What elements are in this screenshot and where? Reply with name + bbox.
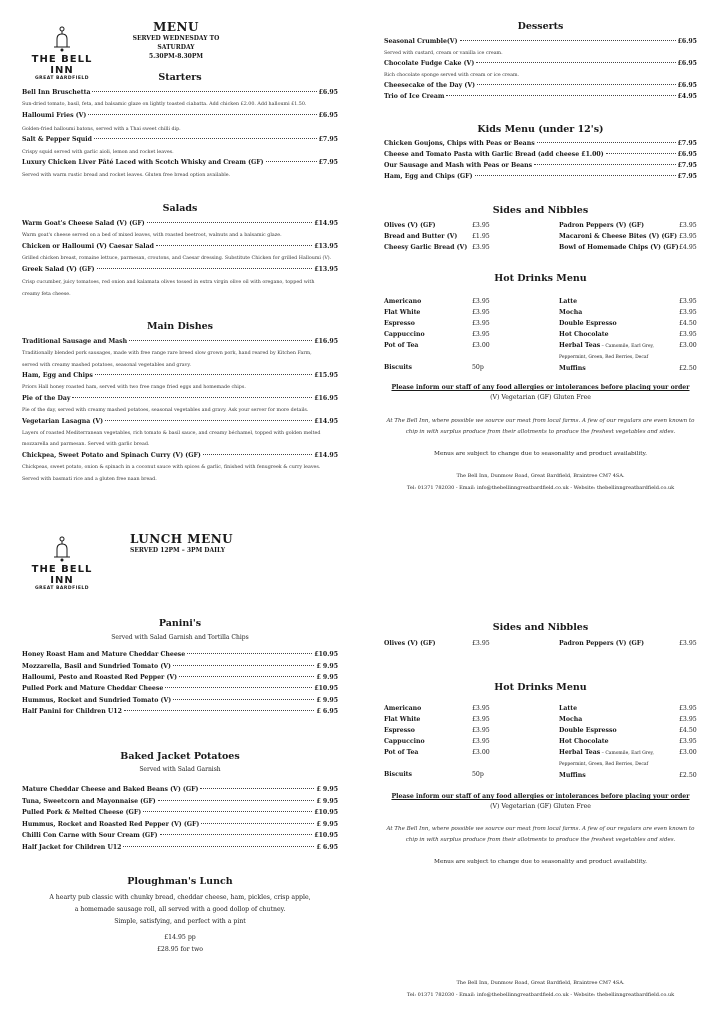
section-sub-potatoes: Served with Salad Garnish bbox=[139, 766, 221, 773]
menu-item bbox=[384, 140, 697, 148]
item-name: Pie of the Day bbox=[22, 395, 71, 402]
item-price: £7.95 bbox=[318, 159, 338, 166]
section-title-salads: Salads bbox=[162, 203, 198, 214]
item-desc: mozzarella and parmesan. Served with garlic bread. bbox=[22, 442, 150, 447]
brand-name: THE BELL INN bbox=[31, 54, 93, 76]
diet-key: (V) Vegetarian (GF) Gluten Free bbox=[490, 394, 591, 401]
section-title-hot-drinks: Hot Drinks Menu bbox=[494, 682, 587, 693]
item-price: £6.95 bbox=[677, 38, 697, 45]
menu-item: Mature Cheddar Cheese and Baked Beans (V) (GF) £ 9.95 bbox=[22, 786, 338, 793]
section-title-mains: Main Dishes bbox=[147, 321, 213, 332]
section-title-kids: Kids Menu (under 12's) bbox=[477, 124, 604, 135]
menu-item bbox=[384, 82, 697, 90]
item-price: £16.95 bbox=[314, 338, 338, 345]
service-days: SERVED WEDNESDAY TO SATURDAY bbox=[132, 35, 220, 51]
item-desc: Golden-fried halloumi batons, served with a Thai sweet chilli dip. bbox=[22, 127, 181, 132]
item-name: Traditional Sausage and Mash bbox=[22, 338, 128, 345]
menu-item bbox=[22, 159, 338, 167]
change-note: Menus are subject to change due to seasonality and product availability. bbox=[434, 451, 647, 457]
menu-item: Honey Roast Ham and Mature Cheddar Cheese £10.95 bbox=[22, 651, 338, 658]
menu-item bbox=[22, 452, 338, 460]
side-item: Olives (V) (GF) £3.95 bbox=[384, 222, 490, 229]
item-desc: Crisp cucumber, juicy tomatoes, red onion and kalamata olives tossed in extra virgin olive oil with oregano, topped with bbox=[22, 280, 315, 285]
menu-item bbox=[22, 112, 338, 120]
allergy-notice: Please inform our staff of any food allergies or intolerances before placing your order (V) Vegetarian (GF) Gluten Free bbox=[384, 383, 697, 403]
section-title-paninis: Panini's bbox=[158, 618, 202, 629]
item-price: £7.95 bbox=[677, 140, 697, 147]
item-price: £6.95 bbox=[677, 151, 697, 158]
evening-menu bbox=[0, 0, 724, 505]
item-price: £14.95 bbox=[314, 220, 338, 227]
sides-left-list: Olives (V) (GF) £3.95 bbox=[384, 640, 490, 647]
menu-item bbox=[22, 243, 338, 251]
item-name: Halloumi Fries (V) bbox=[22, 112, 87, 119]
item-price: £6.95 bbox=[318, 89, 338, 96]
section-title-sides: Sides and Nibbles bbox=[492, 205, 589, 216]
item-price: £6.95 bbox=[677, 60, 697, 67]
menu-item: Half Jacket for Children U12 £ 6.95 bbox=[22, 844, 338, 851]
section-title-sides: Sides and Nibbles bbox=[492, 622, 589, 633]
item-desc: Served with custard, cream or vanilla ice cream. bbox=[384, 51, 503, 56]
menu-item bbox=[22, 266, 338, 274]
item-desc: Crispy squid served with garlic aioli, lemon and rocket leaves. bbox=[22, 150, 174, 155]
item-price: £14.95 bbox=[314, 418, 338, 425]
menu-item bbox=[384, 38, 697, 46]
lunch-left-column bbox=[22, 520, 338, 1024]
menu-item bbox=[22, 418, 338, 426]
item-desc: Traditionally blended pork sausages, made with free range rare breed slow grown pork, hand reared by Kitchen Farm, bbox=[22, 351, 312, 356]
item-desc: Pie of the day, served with creamy mashed potatoes, seasonal vegetables and gravy. Ask your server for more details. bbox=[22, 408, 309, 413]
item-desc: served with creamy mashed potatoes, seasonal vegetables and gravy. bbox=[22, 363, 191, 368]
item-name: Seasonal Crumble(V) bbox=[384, 38, 458, 45]
footer-contact: Tel: 01371 782030 - Email: info@thebellinngreatbardfield.co.uk - Website: thebellinngreatbardfield.co.uk bbox=[406, 485, 675, 491]
item-name: Trio of Ice Cream bbox=[384, 93, 445, 100]
item-desc: Served with warm rustic bread and rocket leaves. Gluten free bread option available. bbox=[22, 173, 231, 178]
item-name: Cheesecake of the Day (V) bbox=[384, 82, 476, 89]
side-item: Bread and Butter (V) £1.95 bbox=[384, 233, 490, 240]
item-name: Chicken Goujons, Chips with Peas or Beans bbox=[384, 140, 535, 147]
sourcing-note: At The Bell Inn, where possible we source our meat from local farms. A few of our regulars are even known to chip in with surplus produce from their allotments to produce the freshest vegetables and sides. bbox=[386, 418, 695, 435]
side-item: Padron Peppers (V) (GF) £3.95 bbox=[559, 222, 697, 229]
item-price: £7.95 bbox=[677, 173, 697, 180]
section-title-starters: Starters bbox=[158, 72, 202, 83]
menu-item: Mozzarella, Basil and Sundried Tomato (V) £ 9.95 bbox=[22, 663, 338, 670]
menu-item: Pulled Pork & Melted Cheese (GF) £10.95 bbox=[22, 809, 338, 816]
menu-item: Chilli Con Carne with Sour Cream (GF) £10.95 bbox=[22, 832, 338, 839]
item-name: Luxury Chicken Liver Pâté Laced with Scotch Whisky and Cream (GF) bbox=[22, 159, 264, 166]
menu-item bbox=[384, 151, 697, 159]
section-title-potatoes: Baked Jacket Potatoes bbox=[120, 751, 240, 762]
lunch-menu bbox=[0, 520, 724, 1024]
item-desc: Grilled chicken breast, romaine lettuce, parmesan, croutons, and Caesar dressing. Substitute Chicken for grilled Halloumi (V). bbox=[22, 256, 332, 261]
menu-item bbox=[22, 338, 338, 346]
side-item: Bowl of Homemade Chips (V) (GF) £4.95 bbox=[559, 244, 697, 251]
item-desc: creamy feta cheese. bbox=[22, 292, 71, 297]
item-name: Ham, Egg and Chips (GF) bbox=[384, 173, 473, 180]
item-desc: Sun-dried tomato, basil, feta, and balsamic glaze on lightly toasted ciabatta. Add chicken £2.00. Add halloumi £1.50. bbox=[22, 102, 307, 107]
drinks-left-list: Americano £3.95 Flat White £3.95 Espresso £3.95 Cappuccino £3.95 Pot of Tea £3.00 Biscuits 50p bbox=[384, 298, 490, 371]
menu-item: Half Panini for Children U12 £ 6.95 bbox=[22, 708, 338, 715]
ploughman-desc: A hearty pub classic with chunky bread, cheddar cheese, ham, pickles, crisp apple, a homemade sausage roll, all served with a good dollop of chutney. Simple, satisfying, and perfect with a pint bbox=[49, 894, 311, 925]
page-title: MENU bbox=[153, 20, 199, 34]
item-name: Greek Salad (V) (GF) bbox=[22, 266, 95, 273]
evening-right-column bbox=[384, 0, 697, 505]
brand-name: THE BELL INN bbox=[31, 564, 93, 586]
item-name: Ham, Egg and Chips bbox=[22, 372, 93, 379]
drinks-right-list: Latte £3.95 Mocha £3.95 Double Espresso £4.50 Hot Chocolate £3.95 Herbal Teas – Camomile, Earl Grey, £3.00 Peppermint, Green, Red Berries, Decaf Muffins £2.50 bbox=[559, 298, 697, 372]
menu-item: Tuna, Sweetcorn and Mayonnaise (GF) £ 9.95 bbox=[22, 798, 338, 805]
item-name: Salt & Pepper Squid bbox=[22, 136, 92, 143]
menu-item bbox=[384, 93, 697, 101]
item-price: £7.95 bbox=[318, 136, 338, 143]
footer-address: The Bell Inn, Dunmow Road, Great Bardfield, Braintree CM7 4SA. bbox=[456, 473, 625, 479]
side-item: Cheesy Garlic Bread (V) £3.95 bbox=[384, 244, 490, 251]
section-title-ploughman: Ploughman's Lunch bbox=[127, 876, 233, 887]
sourcing-note: At The Bell Inn, where possible we source our meat from local farms. A few of our regulars are even known to chip in with surplus produce from their allotments to produce the freshest vegetables and sides. bbox=[386, 826, 695, 843]
item-name: Chocolate Fudge Cake (V) bbox=[384, 60, 475, 67]
menu-item: Halloumi, Pesto and Roasted Red Pepper (V) £ 9.95 bbox=[22, 674, 338, 681]
item-price: £6.95 bbox=[318, 112, 338, 119]
lunch-right-column bbox=[384, 520, 697, 1024]
service-hours: 5.30PM-8.30PM bbox=[148, 53, 204, 60]
sides-right-list: Padron Peppers (V) (GF) £3.95 bbox=[559, 640, 697, 647]
menu-item bbox=[22, 220, 338, 228]
sides-left-list bbox=[384, 220, 494, 253]
item-name: Vegetarian Lasagna (V) bbox=[22, 418, 104, 425]
lunch-hours: SERVED 12PM – 3PM DAILY bbox=[130, 547, 226, 554]
drinks-left-list: Americano £3.95 Flat White £3.95 Espresso £3.95 Cappuccino £3.95 Pot of Tea £3.00 Biscuits 50p bbox=[384, 705, 490, 778]
menu-item: Pulled Pork and Mature Cheddar Cheese £10.95 bbox=[22, 685, 338, 692]
menu-item bbox=[22, 136, 338, 144]
section-sub-paninis: Served with Salad Garnish and Tortilla Chips bbox=[111, 634, 249, 641]
item-price: £14.95 bbox=[314, 452, 338, 459]
item-price: £15.95 bbox=[314, 372, 338, 379]
item-price: £6.95 bbox=[677, 82, 697, 89]
section-title-desserts: Desserts bbox=[517, 21, 564, 32]
menu-item bbox=[22, 395, 338, 403]
change-note: Menus are subject to change due to seasonality and product availability. bbox=[434, 859, 647, 865]
side-item: Macaroni & Cheese Bites (V) (GF) £3.95 bbox=[559, 233, 697, 240]
item-desc: Rich chocolate sponge served with cream or ice cream. bbox=[384, 73, 520, 78]
footer-address: The Bell Inn, Dunmow Road, Great Bardfield, Braintree CM7 4SA. bbox=[456, 980, 625, 986]
menu-item bbox=[384, 162, 697, 170]
item-desc: Chickpeas, sweet potato, onion & spinach in a coconut sauce with spices & garlic, finished with fenugreek & curry leaves. bbox=[22, 465, 321, 470]
item-desc: Served with basmati rice and a gluten free naan bread. bbox=[22, 477, 157, 482]
item-desc: Layers of roasted Mediterranean vegetables, rich tomato & basil sauce, and creamy béchamel, topped with golden melted bbox=[22, 431, 321, 436]
item-desc: Priors Hall honey roasted ham, served with two free range fried eggs and homemade chips. bbox=[22, 385, 246, 390]
footer-contact: Tel: 01371 782030 - Email: info@thebellinngreatbardfield.co.uk - Website: thebellinngreatbardfield.co.uk bbox=[406, 992, 675, 998]
menu-item bbox=[22, 89, 338, 97]
lunch-title: LUNCH MENU bbox=[130, 532, 234, 546]
section-title-hot-drinks: Hot Drinks Menu bbox=[494, 273, 587, 284]
drinks-right-list: Latte £3.95 Mocha £3.95 Double Espresso £4.50 Hot Chocolate £3.95 Herbal Teas – Camomile, Earl Grey, £3.00 Peppermint, Green, Red Berries, Decaf Muffins £2.50 bbox=[559, 705, 697, 779]
item-name: Chickpea, Sweet Potato and Spinach Curry (V) (GF) bbox=[22, 452, 201, 459]
menu-item bbox=[22, 372, 338, 380]
menu-item: Hummus, Rocket and Sundried Tomato (V) £ 9.95 bbox=[22, 697, 338, 704]
menu-item: Hummus, Rocket and Roasted Red Pepper (V) (GF) £ 9.95 bbox=[22, 821, 338, 828]
item-name: Bell Inn Bruschetta bbox=[22, 89, 91, 96]
item-name: Warm Goat's Cheese Salad (V) (GF) bbox=[22, 220, 145, 227]
brand-sub: GREAT BARDFIELD bbox=[34, 586, 90, 591]
menu-item bbox=[384, 173, 697, 181]
footer bbox=[384, 977, 697, 1001]
item-price: £16.95 bbox=[314, 395, 338, 402]
item-price: £13.95 bbox=[314, 266, 338, 273]
footer bbox=[384, 470, 697, 494]
allergy-notice: Please inform our staff of any food allergies or intolerances before placing your order (V) Vegetarian (GF) Gluten Free bbox=[384, 792, 697, 812]
item-price: £4.95 bbox=[677, 93, 697, 100]
menu-item bbox=[384, 60, 697, 68]
item-name: Our Sausage and Mash with Peas or Beans bbox=[384, 162, 533, 169]
ploughman-price: £14.95 pp £28.95 for two bbox=[156, 934, 204, 953]
evening-left-column bbox=[22, 0, 338, 505]
item-price: £13.95 bbox=[314, 243, 338, 250]
diet-key: (V) Vegetarian (GF) Gluten Free bbox=[490, 803, 591, 810]
item-desc: Warm goat's cheese served on a bed of mixed leaves, with roasted beetroot, walnuts and a balsamic glaze. bbox=[22, 233, 282, 238]
item-name: Cheese and Tomato Pasta with Garlic Bread (add cheese £1.00) bbox=[384, 151, 604, 158]
item-price: £7.95 bbox=[677, 162, 697, 169]
item-name: Chicken or Halloumi (V) Caesar Salad bbox=[22, 243, 154, 250]
brand-sub: GREAT BARDFIELD bbox=[34, 76, 90, 81]
sides-right-list bbox=[559, 220, 697, 253]
